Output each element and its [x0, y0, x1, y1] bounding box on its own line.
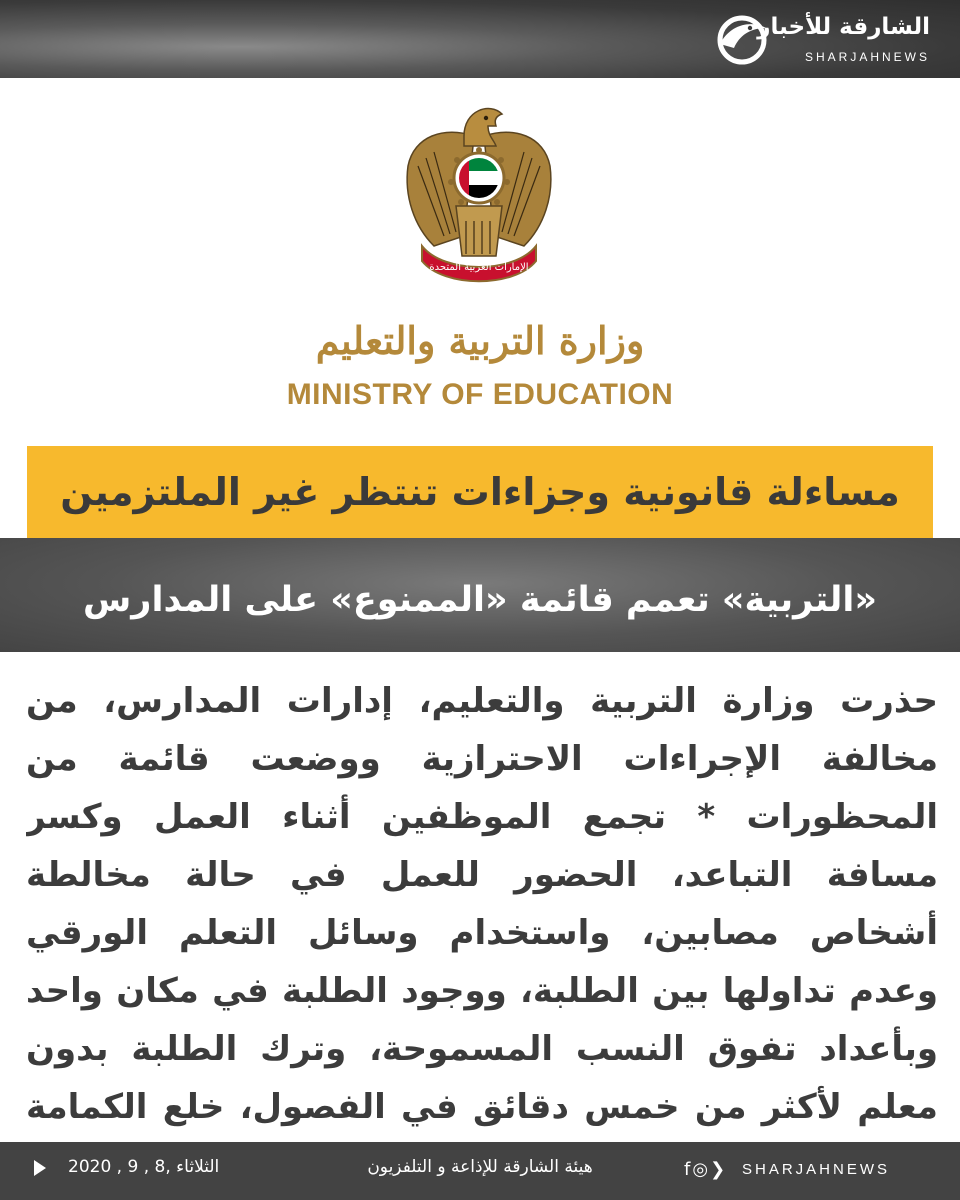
headline-banner [27, 446, 933, 538]
play-icon[interactable] [34, 1160, 46, 1176]
ministry-name-arabic: وزارة التربية والتعليم [315, 318, 645, 363]
social-icons [684, 1159, 727, 1180]
instagram-icon[interactable]: ◎ [692, 1159, 709, 1180]
twitter-icon[interactable]: ❯ [710, 1159, 726, 1180]
brand-name-arabic: الشارقة للأخبار [757, 14, 930, 40]
emblem-banner-text: الإمارات العربية المتحدة [429, 262, 529, 273]
headline: مساءلة قانونية وجزاءات تنتظر غير الملتزمين [60, 470, 900, 514]
uae-emblem [404, 96, 554, 286]
footer-brand[interactable]: SHARJAHNEWS [742, 1161, 891, 1178]
footer-bar [0, 1142, 960, 1200]
subheadline-banner [0, 538, 960, 652]
footer-date: الثلاثاء ,8 , 9 , 2020 [68, 1157, 220, 1177]
subheadline: «التربية» تعمم قائمة «الممنوع» على المدارس [83, 580, 877, 620]
facebook-icon[interactable]: f [684, 1159, 691, 1180]
brand-name-english: SHARJAHNEWS [804, 50, 930, 64]
sharjah-news-brand[interactable] [704, 12, 944, 68]
header-bar [0, 0, 960, 78]
ministry-name-english: MINISTRY OF EDUCATION [286, 378, 674, 411]
article-body: حذرت وزارة التربية والتعليم، إدارات المدارس، من مخالفة الإجراءات الاحترازية ووضعت قائمة من المحظورات * تجمع الموظفين أثناء العمل وكسر مسافة التباعد، الحضور للعمل في حالة مخالطة أشخاص مصابين، واستخدام وسائل التعلم الورقي وعدم تداولها بين الطلبة، ووجود الطلبة في مكان واحد وبأعداد تفوق النسب المسموحة، وترك الطلبة بدون معلم لأكثر من خمس دقائق في الفصول، خلع الكمامة [26, 681, 938, 1127]
footer-organization: هيئة الشارقة للإذاعة و التلفزيون [367, 1157, 593, 1177]
